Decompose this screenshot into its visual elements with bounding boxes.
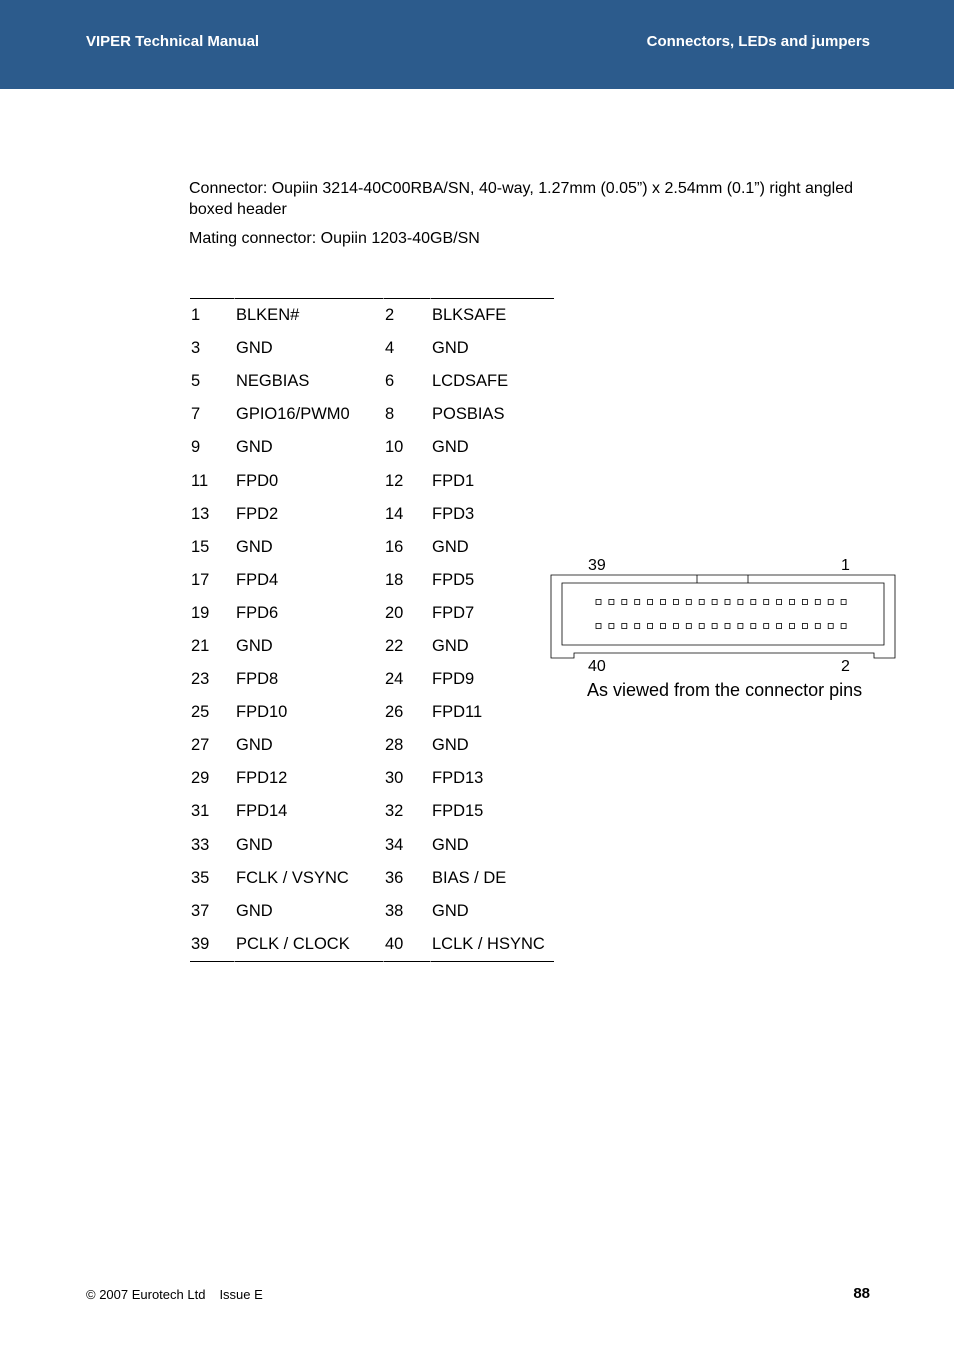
table-row: [190, 663, 554, 696]
pin-number-even: 8: [385, 405, 395, 424]
pin-number-even: 24: [385, 670, 404, 689]
pin-number-even: 10: [385, 438, 404, 457]
table-row: [190, 729, 554, 762]
pin-number-odd: 5: [191, 372, 201, 391]
connector-pin: [802, 624, 807, 629]
pin-number-odd: 17: [191, 570, 210, 589]
connector-pin: [802, 600, 807, 605]
pin-number-odd: 3: [191, 339, 201, 358]
pin-number-odd: 25: [191, 703, 210, 722]
signal-name-odd: FPD14: [236, 802, 288, 821]
pin-number-even: 12: [385, 471, 404, 490]
signal-name-even: GND: [432, 537, 469, 556]
connector-pin: [815, 624, 820, 629]
pin-number-even: 14: [385, 504, 404, 523]
signal-name-odd: FPD4: [236, 570, 279, 589]
pin-number-even: 28: [385, 736, 404, 755]
table-row: [190, 795, 554, 828]
table-row: [190, 564, 554, 597]
page-number: 88: [853, 1285, 870, 1302]
signal-name-odd: FPD8: [236, 670, 279, 689]
pin-number-even: 40: [383, 928, 430, 962]
table-row: [190, 298, 554, 332]
signal-name-even: FPD7: [432, 603, 475, 622]
connector-pin: [596, 624, 601, 629]
pin-number-odd: 37: [191, 901, 210, 920]
signal-name-even: LCLK / HSYNC: [430, 928, 554, 962]
signal-name-even: GND: [432, 636, 469, 655]
signal-name-odd: GND: [236, 901, 273, 920]
pin-number-odd: 19: [191, 603, 210, 622]
table-row: [190, 762, 554, 795]
connector-pin-grid: [596, 600, 846, 629]
signal-name-odd: NEGBIAS: [236, 372, 310, 391]
signal-name-odd: GND: [236, 636, 273, 655]
pin-number-even: 20: [385, 603, 404, 622]
signal-name-even: GND: [432, 438, 469, 457]
connector-pin: [686, 600, 691, 605]
signal-name-odd: GND: [236, 537, 273, 556]
table-row: [190, 431, 554, 464]
connector-pin: [751, 600, 756, 605]
pin-label-39: 39: [588, 557, 606, 574]
connector-pin: [661, 624, 666, 629]
signal-name-odd: GND: [236, 438, 273, 457]
table-row: [190, 895, 554, 928]
signal-name-odd: FCLK / VSYNC: [236, 868, 349, 887]
signal-name-odd: FPD2: [236, 504, 279, 523]
page-header: [0, 0, 954, 89]
connector-pin: [635, 624, 640, 629]
connector-pin: [725, 624, 730, 629]
signal-name-odd: GPIO16/PWM0: [236, 405, 350, 424]
connector-description: Connector: Oupiin 3214-40C00RBA/SN, 40-way, 1.27mm (0.05”) x 2.54mm (0.1”) right angled boxed header: [189, 180, 854, 218]
pin-number-odd: 7: [191, 405, 201, 424]
signal-name-even: GND: [432, 339, 469, 358]
pin-number-odd: 15: [191, 537, 210, 556]
connector-pin: [673, 624, 678, 629]
table-row: [190, 928, 554, 962]
signal-name-even: GND: [432, 835, 469, 854]
signal-name-even: FPD1: [432, 471, 475, 490]
connector-pin: [699, 624, 704, 629]
pin-number-odd: 35: [191, 868, 210, 887]
signal-name-even: GND: [432, 736, 469, 755]
pin-label-2: 2: [841, 658, 850, 675]
connector-pin: [738, 600, 743, 605]
connector-pin: [699, 600, 704, 605]
connector-pin: [777, 600, 782, 605]
pin-number-odd: 31: [191, 802, 210, 821]
connector-diagram: [550, 550, 898, 680]
table-row: [190, 696, 554, 729]
signal-name-odd: GND: [236, 339, 273, 358]
connector-pin: [648, 624, 653, 629]
table-row: [190, 597, 554, 630]
connector-outer-shell: [551, 575, 895, 658]
connector-pin: [712, 600, 717, 605]
connector-pin: [725, 600, 730, 605]
signal-name-even: FPD3: [432, 504, 475, 523]
signal-name-odd: BLKEN#: [234, 298, 383, 332]
signal-name-even: FPD13: [432, 769, 484, 788]
pin-number-even: 34: [385, 835, 404, 854]
table-row: [190, 630, 554, 663]
copyright-text: © 2007 Eurotech Ltd: [86, 1287, 206, 1302]
connector-pin: [790, 600, 795, 605]
connector-pin: [661, 600, 666, 605]
connector-pin: [673, 600, 678, 605]
pin-number-odd: 1: [190, 298, 234, 332]
signal-name-even: FPD5: [432, 570, 475, 589]
pin-number-even: 16: [385, 537, 404, 556]
pinout-table: [190, 298, 554, 962]
connector-pin: [648, 600, 653, 605]
connector-pin: [751, 624, 756, 629]
connector-pin: [777, 624, 782, 629]
table-row: [190, 464, 554, 497]
connector-pin: [738, 624, 743, 629]
pin-number-odd: 23: [191, 670, 210, 689]
table-row: [190, 829, 554, 862]
signal-name-even: BIAS / DE: [432, 868, 507, 887]
connector-pin: [828, 600, 833, 605]
signal-name-odd: FPD12: [236, 769, 288, 788]
pin-number-even: 2: [383, 298, 430, 332]
table-row: [190, 365, 554, 398]
pin-number-even: 38: [385, 901, 404, 920]
connector-pin: [686, 624, 691, 629]
connector-pin: [764, 624, 769, 629]
pin-number-odd: 9: [191, 438, 201, 457]
signal-name-odd: FPD10: [236, 703, 288, 722]
connector-inner-box: [562, 583, 884, 645]
signal-name-odd: FPD0: [236, 471, 279, 490]
table-row: [190, 332, 554, 365]
table-row: [190, 531, 554, 564]
pin-number-odd: 29: [191, 769, 210, 788]
manual-title: VIPER Technical Manual: [86, 33, 260, 50]
signal-name-odd: GND: [236, 835, 273, 854]
connector-pin: [712, 624, 717, 629]
signal-name-even: LCDSAFE: [432, 372, 509, 391]
connector-pin: [622, 600, 627, 605]
signal-name-odd: GND: [236, 736, 273, 755]
pin-number-odd: 39: [190, 928, 234, 962]
pin-number-even: 4: [385, 339, 395, 358]
signal-name-even: POSBIAS: [432, 405, 505, 424]
connector-pin: [790, 624, 795, 629]
section-title: Connectors, LEDs and jumpers: [646, 33, 870, 50]
connector-pin: [841, 600, 846, 605]
signal-name-even: FPD11: [432, 703, 483, 722]
pin-number-odd: 27: [191, 736, 210, 755]
pin-number-odd: 13: [191, 504, 210, 523]
pin-number-even: 32: [385, 802, 404, 821]
mating-connector-description: Mating connector: Oupiin 1203-40GB/SN: [189, 230, 480, 247]
signal-name-odd: FPD6: [236, 603, 279, 622]
pin-number-even: 36: [385, 868, 404, 887]
connector-pin: [841, 624, 846, 629]
connector-pin: [596, 600, 601, 605]
issue-text: Issue E: [219, 1287, 263, 1302]
pin-number-odd: 11: [191, 471, 209, 490]
signal-name-even: GND: [432, 901, 469, 920]
pin-number-odd: 21: [191, 636, 210, 655]
connector-pin: [764, 600, 769, 605]
table-row: [190, 498, 554, 531]
connector-outline: [551, 575, 895, 658]
connector-pin: [622, 624, 627, 629]
table-row: [190, 862, 554, 895]
connector-pin: [635, 600, 640, 605]
pin-number-even: 18: [385, 570, 404, 589]
table-row: [190, 398, 554, 431]
connector-pin: [828, 624, 833, 629]
pin-number-odd: 33: [191, 835, 210, 854]
signal-name-odd: PCLK / CLOCK: [234, 928, 383, 962]
signal-name-even: FPD9: [432, 670, 475, 689]
signal-name-even: FPD15: [432, 802, 484, 821]
pin-label-40: 40: [588, 658, 606, 675]
connector-key-notch: [697, 575, 748, 583]
connector-pin: [815, 600, 820, 605]
page-footer: [86, 1287, 263, 1302]
pin-number-even: 22: [385, 636, 404, 655]
diagram-caption: As viewed from the connector pins: [587, 680, 863, 700]
pin-number-even: 26: [385, 703, 404, 722]
pin-label-1: 1: [841, 557, 850, 574]
pin-number-even: 30: [385, 769, 404, 788]
connector-pin: [609, 624, 614, 629]
signal-name-even: BLKSAFE: [430, 298, 554, 332]
connector-pin: [609, 600, 614, 605]
pin-number-even: 6: [385, 372, 395, 391]
